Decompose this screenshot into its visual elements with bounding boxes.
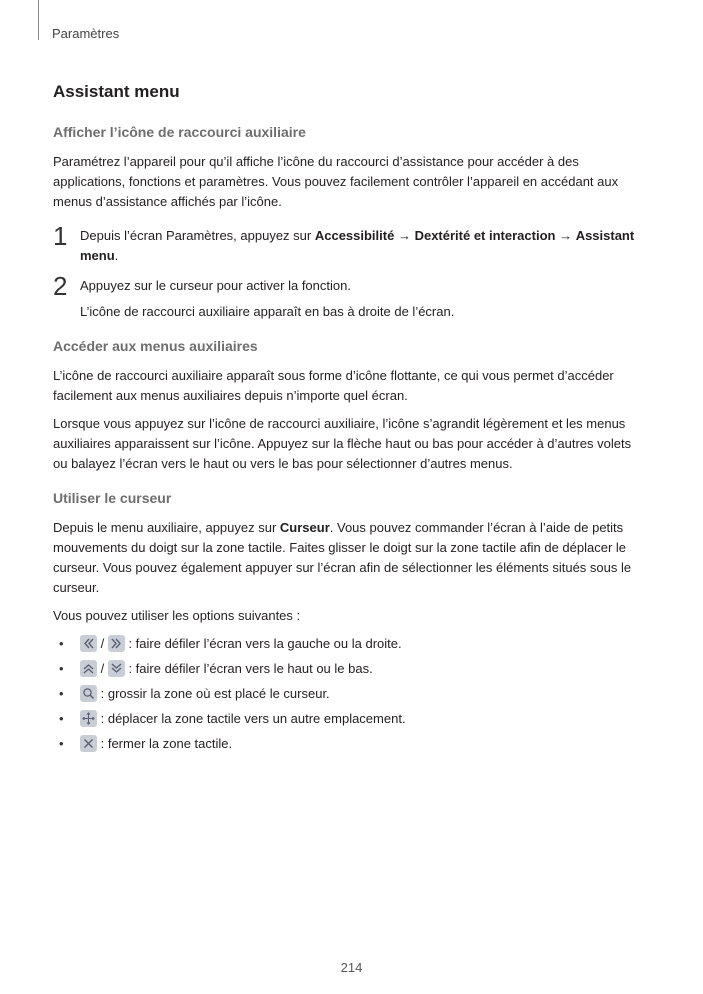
step-number: 2 (53, 271, 68, 301)
cursor-paragraph-suffix: . Vous pouvez commander l’écran à l’aide de petits mouvements du doigt sur la zone tactile. Faites glisser le doigt sur la zone tactile afin de déplacer le curseur. Vous pouvez également appuyer sur l’écran afin de sélectionner les éléments situés sous le curseur. (53, 520, 632, 595)
step-2-note: L’icône de raccourci auxiliaire apparaît en bas à droite de l’écran. (80, 304, 455, 319)
show-icon-intro: Paramétrez l’appareil pour qu’il affiche l’icône du raccourci d’assistance pour accéder à des applications, fonctions et paramètres. Vous pouvez facilement contrôler l’appareil en accédant aux menus d’assistance affichés par l’icône. (53, 154, 619, 209)
option-text: : faire défiler l’écran vers la gauche ou la droite. (124, 636, 402, 651)
access-menus-paragraph-1: L’icône de raccourci auxiliaire apparaît sous forme d’icône flottante, ce qui vous permet d’accéder facilement aux menus auxiliaires depuis n’importe quel écran. (53, 368, 614, 403)
assistant-menu-path: Assistant menu (80, 228, 635, 263)
cursor-menu-name: Curseur (279, 520, 330, 535)
step-2-text: Appuyez sur le curseur pour activer la fonction. (80, 278, 351, 293)
show-icon-heading: Afficher l’icône de raccourci auxiliaire (53, 124, 306, 140)
step-1-prefix: Depuis l’écran Paramètres, appuyez sur (80, 228, 315, 243)
close-icon (80, 735, 97, 752)
option-text: : fermer la zone tactile. (97, 736, 233, 751)
accessibility-menu-path: Accessibilité (314, 228, 395, 243)
show-icon-section (53, 124, 641, 322)
step-1-suffix: . (114, 248, 119, 263)
move-icon (80, 710, 97, 727)
page-margin-rule (38, 0, 39, 40)
path-arrow: → (555, 228, 576, 243)
cursor-paragraph-prefix: Depuis le menu auxiliaire, appuyez sur (53, 520, 280, 535)
option-text: : faire défiler l’écran vers le haut ou le bas. (124, 661, 373, 676)
cursor-paragraph (53, 518, 641, 598)
page-number: 214 (340, 960, 363, 975)
icon-separator: / (97, 661, 108, 676)
magnifier-icon (80, 685, 97, 702)
dexterity-menu-path: Dextérité et interaction (414, 228, 556, 243)
bullet: • (59, 636, 64, 651)
list-item (53, 684, 641, 704)
options-list (53, 634, 641, 754)
section-title: Assistant menu (53, 82, 180, 101)
step-1-text (80, 226, 641, 266)
bullet: • (59, 686, 64, 701)
list-item (53, 709, 641, 729)
bullet: • (59, 736, 64, 751)
step-2 (53, 271, 641, 322)
list-item (53, 634, 641, 654)
option-text: : grossir la zone où est placé le curseur. (97, 686, 330, 701)
step-number: 1 (53, 221, 68, 251)
scroll-down-icon (108, 660, 125, 677)
scroll-up-icon (80, 660, 97, 677)
list-item (53, 659, 641, 679)
scroll-right-icon (108, 635, 125, 652)
access-menus-heading: Accéder aux menus auxiliaires (53, 338, 258, 354)
list-item (53, 734, 641, 754)
step-1 (53, 221, 641, 266)
cursor-heading: Utiliser le curseur (53, 490, 172, 506)
bullet: • (59, 661, 64, 676)
bullet: • (59, 711, 64, 726)
access-menus-paragraph-2: Lorsque vous appuyez sur l’icône de raccourci auxiliaire, l’icône s’agrandit légèrement et les menus auxiliaires apparaissent sur l’icône. Appuyez sur la flèche haut ou bas pour accéder à d’autres volets ou balayez l’écran vers le haut ou vers le bas pour sélectionner d’autres menus. (53, 416, 632, 471)
option-text: : déplacer la zone tactile vers un autre emplacement. (97, 711, 406, 726)
path-arrow: → (394, 228, 415, 243)
icon-separator: / (97, 636, 108, 651)
running-header: Paramètres (52, 26, 120, 41)
cursor-section (53, 490, 641, 754)
access-menus-section (53, 338, 641, 474)
scroll-left-icon (80, 635, 97, 652)
options-intro: Vous pouvez utiliser les options suivantes : (53, 608, 301, 623)
page-content (53, 82, 641, 759)
